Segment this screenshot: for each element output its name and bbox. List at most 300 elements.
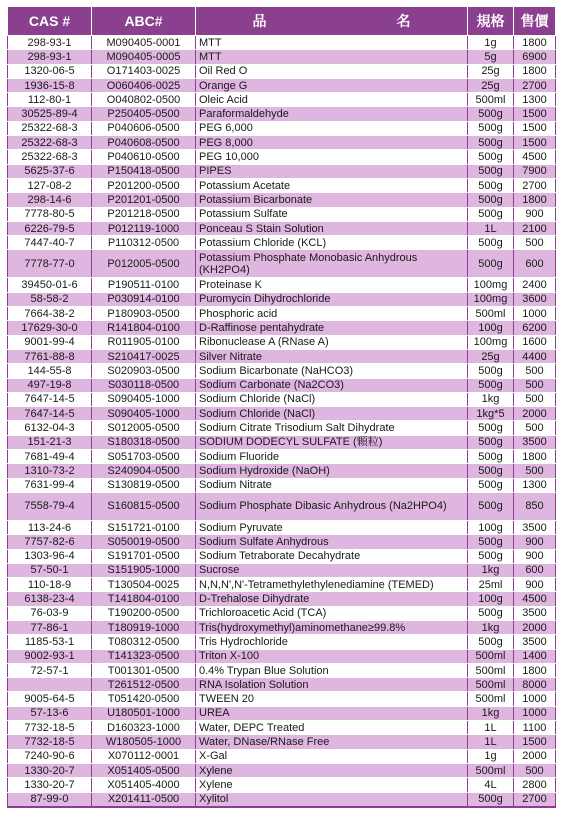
abc-cell: X051405-4000 xyxy=(92,778,196,792)
product-name-cell: Sodium Carbonate (Na2CO3) xyxy=(196,378,468,392)
size-cell: 500g xyxy=(468,535,514,549)
abc-cell: P201200-0500 xyxy=(92,178,196,192)
size-cell: 25ml xyxy=(468,578,514,592)
product-name-cell: Sodium Nitrate xyxy=(196,478,468,492)
abc-cell: P040606-0500 xyxy=(92,121,196,135)
table-row xyxy=(8,221,556,235)
cas-cell: 5625-37-6 xyxy=(8,164,92,178)
cas-cell: 497-19-8 xyxy=(8,378,92,392)
cas-cell: 25322-68-3 xyxy=(8,150,92,164)
size-cell: 500g xyxy=(468,236,514,250)
size-cell: 500g xyxy=(468,107,514,121)
price-cell: 2000 xyxy=(514,620,556,634)
product-name-cell: Oil Red O xyxy=(196,64,468,78)
abc-cell: P012005-0500 xyxy=(92,250,196,278)
price-cell: 2700 xyxy=(514,78,556,92)
price-cell: 1600 xyxy=(514,335,556,349)
cas-cell: 151-21-3 xyxy=(8,435,92,449)
size-cell: 25g xyxy=(468,64,514,78)
abc-cell: M090405-0005 xyxy=(92,50,196,64)
table-row xyxy=(8,492,556,520)
table-row xyxy=(8,392,556,406)
price-cell: 1800 xyxy=(514,450,556,464)
table-row xyxy=(8,178,556,192)
abc-cell: S130819-0500 xyxy=(92,478,196,492)
table-row xyxy=(8,578,556,592)
size-cell: 500ml xyxy=(468,663,514,677)
abc-cell: P040610-0500 xyxy=(92,150,196,164)
abc-cell: X070112-0001 xyxy=(92,749,196,763)
abc-cell: W180505-1000 xyxy=(92,735,196,749)
table-row xyxy=(8,749,556,763)
abc-cell: T190200-0500 xyxy=(92,606,196,620)
abc-cell: S090405-1000 xyxy=(92,407,196,421)
size-cell: 1g xyxy=(468,36,514,50)
abc-cell: T141804-0100 xyxy=(92,592,196,606)
cas-cell: 7631-99-4 xyxy=(8,478,92,492)
cas-cell: 7558-79-4 xyxy=(8,492,92,520)
product-name-cell: N,N,N',N'-Tetramethylethylenediamine (TEMED) xyxy=(196,578,468,592)
cas-cell: 7761-88-8 xyxy=(8,349,92,363)
table-row xyxy=(8,635,556,649)
table-row xyxy=(8,763,556,777)
price-cell: 900 xyxy=(514,578,556,592)
table-row xyxy=(8,706,556,720)
size-cell: 500g xyxy=(468,364,514,378)
product-name-cell: X-Gal xyxy=(196,749,468,763)
cas-cell: 7647-14-5 xyxy=(8,392,92,406)
product-name-cell: TWEEN 20 xyxy=(196,692,468,706)
size-cell: 500g xyxy=(468,478,514,492)
size-cell: 100mg xyxy=(468,278,514,292)
product-name-cell: Potassium Bicarbonate xyxy=(196,193,468,207)
price-cell: 2000 xyxy=(514,749,556,763)
table-row xyxy=(8,563,556,577)
price-cell: 850 xyxy=(514,492,556,520)
abc-cell: S191701-0500 xyxy=(92,549,196,563)
price-cell: 1000 xyxy=(514,307,556,321)
size-cell: 500g xyxy=(468,450,514,464)
cas-cell: 113-24-6 xyxy=(8,520,92,534)
cas-cell: 7664-38-2 xyxy=(8,307,92,321)
price-cell: 2700 xyxy=(514,178,556,192)
table-row xyxy=(8,364,556,378)
table-row xyxy=(8,792,556,807)
cas-cell: 1303-96-4 xyxy=(8,549,92,563)
cas-cell: 7778-77-0 xyxy=(8,250,92,278)
cas-cell: 9002-93-1 xyxy=(8,649,92,663)
size-cell: 500g xyxy=(468,492,514,520)
cas-cell: 87-99-0 xyxy=(8,792,92,807)
product-name-cell: Sodium Pyruvate xyxy=(196,520,468,534)
abc-cell: D160323-1000 xyxy=(92,721,196,735)
table-row xyxy=(8,678,556,692)
size-cell: 1L xyxy=(468,221,514,235)
price-cell: 900 xyxy=(514,535,556,549)
size-cell: 1kg xyxy=(468,706,514,720)
price-cell: 500 xyxy=(514,763,556,777)
table-row xyxy=(8,50,556,64)
cas-cell: 1185-53-1 xyxy=(8,635,92,649)
size-cell: 500g xyxy=(468,435,514,449)
cas-cell: 7647-14-5 xyxy=(8,407,92,421)
cas-cell: 77-86-1 xyxy=(8,620,92,634)
price-cell: 600 xyxy=(514,250,556,278)
table-row xyxy=(8,64,556,78)
header-row xyxy=(8,7,556,36)
product-name-cell: Potassium Chloride (KCL) xyxy=(196,236,468,250)
size-cell: 500ml xyxy=(468,692,514,706)
abc-cell: R141804-0100 xyxy=(92,321,196,335)
size-cell: 4L xyxy=(468,778,514,792)
table-row xyxy=(8,435,556,449)
table-row xyxy=(8,663,556,677)
price-cell: 1800 xyxy=(514,193,556,207)
abc-cell: S151905-1000 xyxy=(92,563,196,577)
header-name-left: 品 xyxy=(252,13,267,29)
abc-cell: S151721-0100 xyxy=(92,520,196,534)
size-cell: 1kg xyxy=(468,563,514,577)
cas-cell: 9005-64-5 xyxy=(8,692,92,706)
cas-cell: 30525-89-4 xyxy=(8,107,92,121)
table-row xyxy=(8,464,556,478)
price-cell: 6900 xyxy=(514,50,556,64)
abc-cell: S051703-0500 xyxy=(92,450,196,464)
price-cell: 3600 xyxy=(514,292,556,306)
table-row xyxy=(8,620,556,634)
size-cell: 1kg xyxy=(468,392,514,406)
product-name-cell: Water, DNase/RNase Free xyxy=(196,735,468,749)
size-cell: 100g xyxy=(468,592,514,606)
product-name-cell: Paraformaldehyde xyxy=(196,107,468,121)
price-cell: 500 xyxy=(514,364,556,378)
abc-cell: P180903-0500 xyxy=(92,307,196,321)
price-cell: 2400 xyxy=(514,278,556,292)
abc-cell: P110312-0500 xyxy=(92,236,196,250)
product-name-cell: Potassium Acetate xyxy=(196,178,468,192)
table-row xyxy=(8,236,556,250)
cas-cell: 25322-68-3 xyxy=(8,136,92,150)
price-cell: 3500 xyxy=(514,435,556,449)
table-row xyxy=(8,278,556,292)
abc-cell: P201201-0500 xyxy=(92,193,196,207)
table-row xyxy=(8,36,556,50)
table-row xyxy=(8,535,556,549)
price-cell: 2800 xyxy=(514,778,556,792)
product-name-cell: Sodium Tetraborate Decahydrate xyxy=(196,549,468,563)
abc-cell: T051420-0500 xyxy=(92,692,196,706)
product-name-cell: Trichloroacetic Acid (TCA) xyxy=(196,606,468,620)
abc-cell: S210417-0025 xyxy=(92,349,196,363)
price-cell: 500 xyxy=(514,421,556,435)
cas-cell: 7732-18-5 xyxy=(8,735,92,749)
cas-cell: 1330-20-7 xyxy=(8,778,92,792)
product-name-cell: Proteinase K xyxy=(196,278,468,292)
size-cell: 100mg xyxy=(468,292,514,306)
cas-cell: 1330-20-7 xyxy=(8,763,92,777)
size-cell: 100mg xyxy=(468,335,514,349)
product-name-cell: PIPES xyxy=(196,164,468,178)
cas-cell: 17629-30-0 xyxy=(8,321,92,335)
size-cell: 500g xyxy=(468,378,514,392)
cas-cell: 9001-99-4 xyxy=(8,335,92,349)
table-row xyxy=(8,193,556,207)
table-row xyxy=(8,778,556,792)
table-row xyxy=(8,321,556,335)
product-name-cell: Sodium Hydroxide (NaOH) xyxy=(196,464,468,478)
header-name-right: 名 xyxy=(396,13,411,29)
size-cell: 1L xyxy=(468,735,514,749)
size-cell: 500ml xyxy=(468,93,514,107)
product-name-cell: Sodium Citrate Trisodium Salt Dihydrate xyxy=(196,421,468,435)
cas-cell: 25322-68-3 xyxy=(8,121,92,135)
cas-cell: 6132-04-3 xyxy=(8,421,92,435)
abc-cell: P190511-0100 xyxy=(92,278,196,292)
product-name-cell: Oleic Acid xyxy=(196,93,468,107)
abc-cell: M090405-0001 xyxy=(92,36,196,50)
size-cell: 500g xyxy=(468,421,514,435)
product-name-cell: Ribonuclease A (RNase A) xyxy=(196,335,468,349)
abc-cell: P250405-0500 xyxy=(92,107,196,121)
cas-cell: 1936-15-8 xyxy=(8,78,92,92)
abc-cell: X201411-0500 xyxy=(92,792,196,807)
product-name-cell: Ponceau S Stain Solution xyxy=(196,221,468,235)
price-cell: 500 xyxy=(514,464,556,478)
price-cell: 1800 xyxy=(514,36,556,50)
size-cell: 500ml xyxy=(468,763,514,777)
price-cell: 1500 xyxy=(514,107,556,121)
price-cell: 4500 xyxy=(514,592,556,606)
abc-cell: O171403-0025 xyxy=(92,64,196,78)
cas-cell: 7447-40-7 xyxy=(8,236,92,250)
product-name-cell: MTT xyxy=(196,50,468,64)
abc-cell: T180919-1000 xyxy=(92,620,196,634)
table-row xyxy=(8,520,556,534)
size-cell: 500g xyxy=(468,136,514,150)
price-cell: 1800 xyxy=(514,663,556,677)
product-name-cell: Sodium Fluoride xyxy=(196,450,468,464)
abc-cell: S180318-0500 xyxy=(92,435,196,449)
table-row xyxy=(8,307,556,321)
size-cell: 1kg xyxy=(468,620,514,634)
table-row xyxy=(8,349,556,363)
header-abc: ABC# xyxy=(92,7,196,36)
cas-cell: 6226-79-5 xyxy=(8,221,92,235)
cas-cell xyxy=(8,678,92,692)
cas-cell: 298-93-1 xyxy=(8,36,92,50)
size-cell: 100g xyxy=(468,321,514,335)
price-cell: 500 xyxy=(514,378,556,392)
product-name-cell: Sodium Bicarbonate (NaHCO3) xyxy=(196,364,468,378)
price-cell: 3500 xyxy=(514,635,556,649)
product-name-cell: PEG 8,000 xyxy=(196,136,468,150)
product-name-cell: Water, DEPC Treated xyxy=(196,721,468,735)
product-name-cell: UREA xyxy=(196,706,468,720)
header-price: 售價 xyxy=(514,7,556,36)
product-name-cell: Sodium Chloride (NaCl) xyxy=(196,392,468,406)
table-row xyxy=(8,592,556,606)
abc-cell: S012005-0500 xyxy=(92,421,196,435)
product-name-cell: SODIUM DODECYL SULFATE (顆粒) xyxy=(196,435,468,449)
abc-cell: T001301-0500 xyxy=(92,663,196,677)
cas-cell: 39450-01-6 xyxy=(8,278,92,292)
abc-cell: R011905-0100 xyxy=(92,335,196,349)
product-name-cell: Tris Hydrochloride xyxy=(196,635,468,649)
product-name-cell: Xylene xyxy=(196,763,468,777)
size-cell: 500g xyxy=(468,207,514,221)
product-name-cell: D-Raffinose pentahydrate xyxy=(196,321,468,335)
size-cell: 500ml xyxy=(468,307,514,321)
price-cell: 500 xyxy=(514,392,556,406)
size-cell: 5g xyxy=(468,50,514,64)
cas-cell: 7778-80-5 xyxy=(8,207,92,221)
price-cell: 1500 xyxy=(514,136,556,150)
table-row xyxy=(8,136,556,150)
size-cell: 100g xyxy=(468,520,514,534)
abc-cell: X051405-0500 xyxy=(92,763,196,777)
price-cell: 1800 xyxy=(514,64,556,78)
table-row xyxy=(8,207,556,221)
table-row xyxy=(8,606,556,620)
size-cell: 500g xyxy=(468,121,514,135)
size-cell: 500g xyxy=(468,635,514,649)
abc-cell: P150418-0500 xyxy=(92,164,196,178)
table-body xyxy=(8,36,556,807)
price-cell: 500 xyxy=(514,236,556,250)
cas-cell: 298-14-6 xyxy=(8,193,92,207)
abc-cell: S050019-0500 xyxy=(92,535,196,549)
size-cell: 500g xyxy=(468,464,514,478)
table-row xyxy=(8,721,556,735)
size-cell: 500g xyxy=(468,549,514,563)
cas-cell: 57-13-6 xyxy=(8,706,92,720)
table-row xyxy=(8,549,556,563)
product-name-cell: Tris(hydroxymethyl)aminomethane≥99.8% xyxy=(196,620,468,634)
abc-cell: P040608-0500 xyxy=(92,136,196,150)
table-row xyxy=(8,93,556,107)
cas-cell: 127-08-2 xyxy=(8,178,92,192)
size-cell: 500g xyxy=(468,792,514,807)
price-cell: 6200 xyxy=(514,321,556,335)
abc-cell: P201218-0500 xyxy=(92,207,196,221)
abc-cell: T130504-0025 xyxy=(92,578,196,592)
table-row xyxy=(8,164,556,178)
abc-cell: O060406-0025 xyxy=(92,78,196,92)
table-row xyxy=(8,421,556,435)
price-cell: 7900 xyxy=(514,164,556,178)
size-cell: 1g xyxy=(468,749,514,763)
price-cell: 3500 xyxy=(514,520,556,534)
size-cell: 1kg*5 xyxy=(468,407,514,421)
product-name-cell: Sucrose xyxy=(196,563,468,577)
product-name-cell: Xylitol xyxy=(196,792,468,807)
table-row xyxy=(8,250,556,278)
abc-cell: P012119-1000 xyxy=(92,221,196,235)
cas-cell: 6138-23-4 xyxy=(8,592,92,606)
size-cell: 500g xyxy=(468,164,514,178)
size-cell: 500g xyxy=(468,606,514,620)
abc-cell: P030914-0100 xyxy=(92,292,196,306)
price-cell: 1300 xyxy=(514,93,556,107)
table-row xyxy=(8,450,556,464)
product-name-cell: PEG 6,000 xyxy=(196,121,468,135)
price-cell: 1000 xyxy=(514,706,556,720)
table-row xyxy=(8,407,556,421)
product-name-cell: Triton X-100 xyxy=(196,649,468,663)
product-name-cell: Sodium Phosphate Dibasic Anhydrous (Na2HPO4) xyxy=(196,492,468,520)
size-cell: 500g xyxy=(468,150,514,164)
abc-cell: S020903-0500 xyxy=(92,364,196,378)
table-row xyxy=(8,649,556,663)
product-name-cell: Sodium Chloride (NaCl) xyxy=(196,407,468,421)
cas-cell: 7240-90-6 xyxy=(8,749,92,763)
product-table xyxy=(7,6,556,808)
price-list xyxy=(7,6,555,808)
price-cell: 900 xyxy=(514,549,556,563)
price-cell: 600 xyxy=(514,563,556,577)
table-row xyxy=(8,735,556,749)
abc-cell: T080312-0500 xyxy=(92,635,196,649)
cas-cell: 76-03-9 xyxy=(8,606,92,620)
abc-cell: S240904-0500 xyxy=(92,464,196,478)
price-cell: 900 xyxy=(514,207,556,221)
cas-cell: 298-93-1 xyxy=(8,50,92,64)
product-name-cell: Puromycin Dihydrochloride xyxy=(196,292,468,306)
product-name-cell: Silver Nitrate xyxy=(196,349,468,363)
cas-cell: 7732-18-5 xyxy=(8,721,92,735)
size-cell: 500ml xyxy=(468,678,514,692)
product-name-cell: RNA Isolation Solution xyxy=(196,678,468,692)
price-cell: 4400 xyxy=(514,349,556,363)
product-name-cell: MTT xyxy=(196,36,468,50)
price-cell: 2700 xyxy=(514,792,556,807)
table-row xyxy=(8,107,556,121)
size-cell: 25g xyxy=(468,78,514,92)
product-name-cell: Orange G xyxy=(196,78,468,92)
abc-cell: S030118-0500 xyxy=(92,378,196,392)
table-row xyxy=(8,692,556,706)
header-size: 規格 xyxy=(468,7,514,36)
price-cell: 3500 xyxy=(514,606,556,620)
size-cell: 25g xyxy=(468,349,514,363)
abc-cell: T261512-0500 xyxy=(92,678,196,692)
price-cell: 4500 xyxy=(514,150,556,164)
product-name-cell: D-Trehalose Dihydrate xyxy=(196,592,468,606)
size-cell: 500ml xyxy=(468,649,514,663)
price-cell: 1100 xyxy=(514,721,556,735)
product-name-cell: PEG 10,000 xyxy=(196,150,468,164)
product-name-cell: Potassium Sulfate xyxy=(196,207,468,221)
abc-cell: S160815-0500 xyxy=(92,492,196,520)
table-row xyxy=(8,378,556,392)
cas-cell: 110-18-9 xyxy=(8,578,92,592)
abc-cell: T141323-0500 xyxy=(92,649,196,663)
price-cell: 1500 xyxy=(514,121,556,135)
product-name-cell: 0.4% Trypan Blue Solution xyxy=(196,663,468,677)
cas-cell: 112-80-1 xyxy=(8,93,92,107)
cas-cell: 58-58-2 xyxy=(8,292,92,306)
product-name-cell: Xylene xyxy=(196,778,468,792)
cas-cell: 1310-73-2 xyxy=(8,464,92,478)
cas-cell: 7681-49-4 xyxy=(8,450,92,464)
cas-cell: 57-50-1 xyxy=(8,563,92,577)
table-row xyxy=(8,121,556,135)
header-product-name xyxy=(196,7,468,36)
table-row xyxy=(8,150,556,164)
table-row xyxy=(8,292,556,306)
size-cell: 1L xyxy=(468,721,514,735)
size-cell: 500g xyxy=(468,193,514,207)
